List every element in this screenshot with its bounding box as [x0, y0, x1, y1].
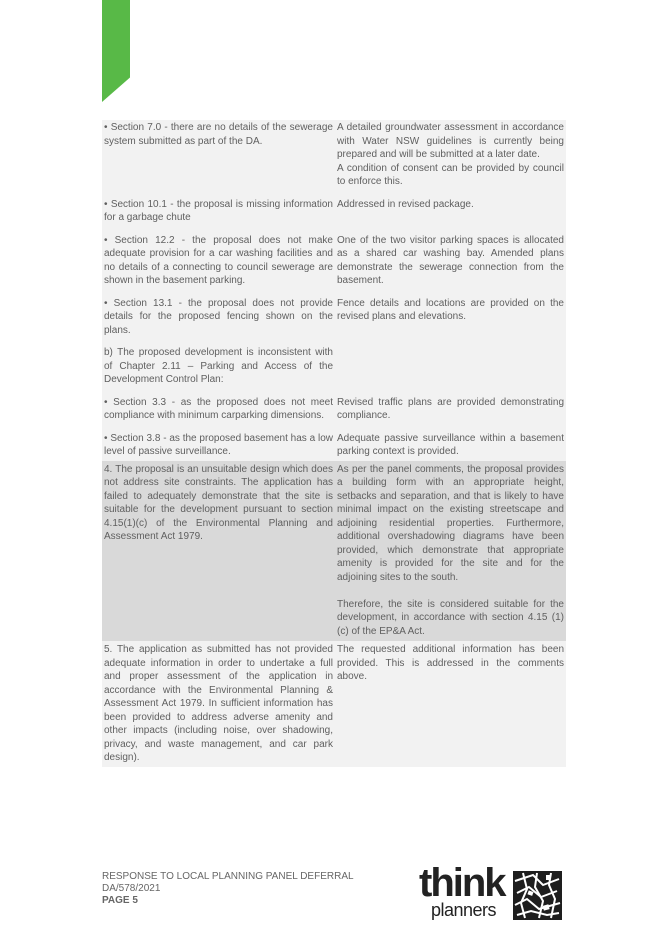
- issue-text: • Section 13.1 - the proposal does not provide details for the proposed fencing shown on the plans.: [104, 297, 333, 336]
- table-row: [102, 345, 566, 395]
- response-cell: [335, 461, 566, 642]
- response-text: Revised traffic plans are provided demonstrating compliance.: [337, 396, 564, 421]
- response-cell: [335, 197, 566, 233]
- response-text: A condition of consent can be provided by council to enforce this.: [337, 162, 564, 187]
- table-row: [102, 641, 566, 767]
- issue-cell: [102, 461, 335, 642]
- response-cell: [335, 395, 566, 431]
- footer-reference: DA/578/2021: [102, 883, 161, 894]
- response-text: As per the panel comments, the proposal provides a building form with an appropriate height, setbacks and separation, and that is likely to have minimal impact on the existing streetscape and adjoining residential properties. Furthermore, additional overshadowing diagrams have been provided, which demonstrate that appropriate amenity is provided for the site and for the adjoining sites to the south.: [337, 463, 564, 583]
- response-text: Fence details and locations are provided on the revised plans and elevations.: [337, 297, 564, 322]
- issue-text: • Section 7.0 - there are no details of the sewerage system submitted as part of the DA.: [104, 122, 333, 147]
- response-text: A detailed groundwater assessment in accordance with Water NSW guidelines is currently being prepared and will be submitted at a later date.: [337, 122, 564, 160]
- issue-text: • Section 3.8 - as the proposed basement has a low level of passive surveillance.: [104, 432, 333, 457]
- response-text: Adequate passive surveillance within a basement parking context is provided.: [337, 432, 564, 457]
- issue-cell: [102, 641, 335, 767]
- table-row: [102, 461, 566, 642]
- response-cell: [335, 233, 566, 296]
- table-row: [102, 233, 566, 296]
- response-cell: [335, 345, 566, 395]
- issue-text: • Section 3.3 - as the proposed does not meet compliance with minimum carparking dimensions.: [104, 396, 333, 421]
- issue-cell: [102, 395, 335, 431]
- page-footer: [102, 871, 354, 907]
- issue-text: • Section 10.1 - the proposal is missing information for a garbage chute: [104, 198, 333, 223]
- response-cell: [335, 431, 566, 461]
- footer-title: RESPONSE TO LOCAL PLANNING PANEL DEFERRAL: [102, 871, 354, 882]
- response-table: [102, 120, 566, 767]
- issue-cell: [102, 431, 335, 461]
- logo-word-think: think: [419, 861, 505, 905]
- issue-text: b) The proposed development is inconsistent with of Chapter 2.11 – Parking and Access of the Development Control Plan:: [104, 347, 333, 385]
- issue-text: 5. The application as submitted has not provided adequate information in order to undertake a full and proper assessment of the application in accordance with the Environmental Planning & Assessment Act 1979. In sufficient information has been provided to address adverse amenity and other impacts (including noise, over shadowing, privacy, and waste management, and car park design).: [104, 644, 333, 763]
- table-row: [102, 197, 566, 233]
- response-cell: [335, 120, 566, 197]
- table-row: [102, 296, 566, 346]
- issue-text: • Section 12.2 - the proposal does not make adequate provision for a car washing facilities and no details of a connecting to council sewerage are shown in the basement parking.: [104, 234, 333, 286]
- table-row: [102, 431, 566, 461]
- response-cell: [335, 296, 566, 346]
- table-row: [102, 120, 566, 197]
- issue-text: 4. The proposal is an unsuitable design which does not address site constraints. The application has failed to adequately demonstrate that the site is suitable for the development pursuant to section 4.15(1)(c) of the Environmental Planning and Assessment Act 1979.: [104, 463, 333, 542]
- company-logo: [419, 861, 563, 921]
- issue-cell: [102, 345, 335, 395]
- response-text: Therefore, the site is considered suitable for the development, in accordance with section 4.15 (1)(c) of the EP&A Act.: [337, 598, 564, 637]
- green-accent-tab: [102, 0, 130, 102]
- response-text: Addressed in revised package.: [337, 198, 474, 210]
- issue-cell: [102, 233, 335, 296]
- response-text: The requested additional information has been provided. This is addressed in the comments above.: [337, 644, 564, 682]
- map-grid-icon: [513, 871, 562, 920]
- logo-word-planners: planners: [431, 900, 497, 920]
- issue-cell: [102, 197, 335, 233]
- response-cell: [335, 641, 566, 767]
- response-text: One of the two visitor parking spaces is allocated as a shared car washing bay. Amended plans demonstrate the sewerage connection from the basement.: [337, 234, 564, 286]
- issue-cell: [102, 296, 335, 346]
- table-row: [102, 395, 566, 431]
- page-number: PAGE 5: [102, 895, 138, 906]
- issue-cell: [102, 120, 335, 197]
